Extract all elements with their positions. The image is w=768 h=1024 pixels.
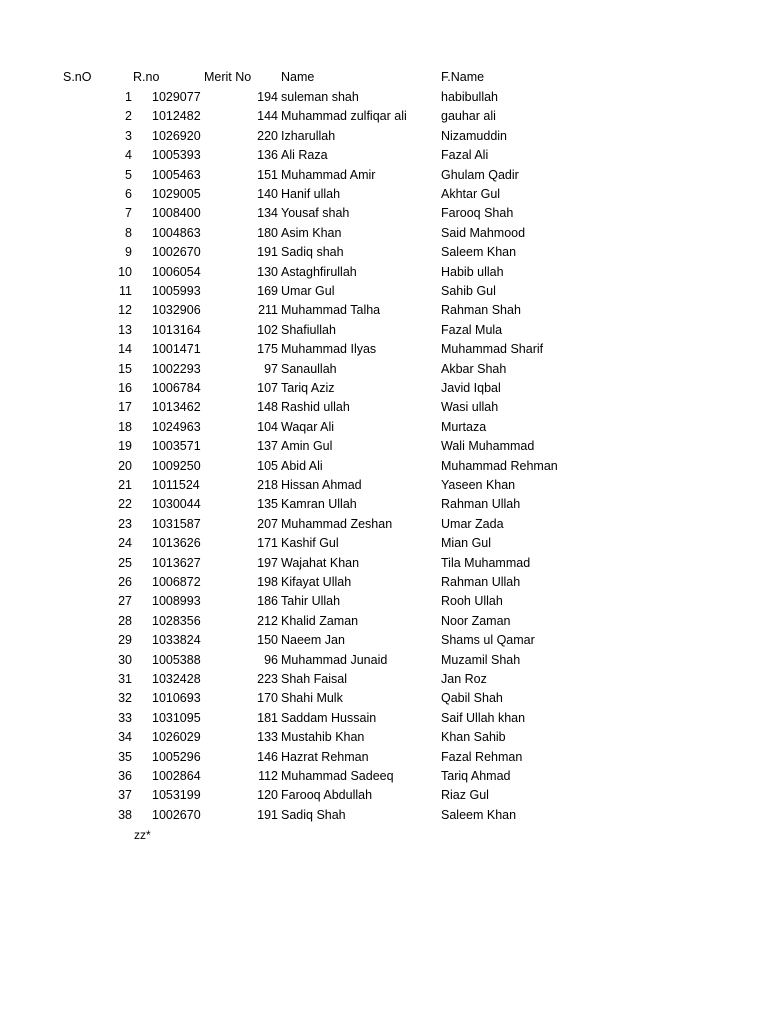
- name-cell: Muhammad Junaid: [281, 652, 388, 667]
- merit-number-cell: 186: [257, 594, 278, 609]
- serial-number-cell: 37: [118, 788, 132, 803]
- merit-number-cell: 175: [257, 342, 278, 357]
- serial-number-cell: 2: [125, 109, 132, 124]
- footer-note: zz*: [134, 828, 151, 842]
- table-row: [0, 670, 768, 689]
- merit-number-cell: 107: [257, 381, 278, 395]
- father-name-cell: Saif Ullah khan: [441, 710, 526, 725]
- roll-number-cell: 1024963: [152, 419, 201, 434]
- merit-number-cell: 220: [257, 128, 278, 143]
- header-row: [0, 68, 768, 87]
- father-name-cell: Fazal Mula: [441, 322, 503, 337]
- table-row: [0, 204, 768, 223]
- roll-number-cell: 1002864: [152, 769, 201, 783]
- name-cell: Izharullah: [281, 128, 336, 143]
- roll-number-cell: 1011524: [152, 478, 200, 492]
- roll-number-cell: 1005463: [152, 167, 201, 182]
- merit-number-cell: 96: [264, 652, 278, 667]
- roll-number-cell: 1006054: [152, 264, 201, 279]
- name-cell: Umar Gul: [281, 284, 335, 298]
- roll-number-cell: 1001471: [152, 342, 201, 357]
- table-row: [0, 437, 768, 456]
- merit-number-cell: 198: [257, 575, 278, 589]
- table-row: [0, 612, 768, 631]
- merit-number-cell: 181: [257, 710, 278, 725]
- father-name-cell: Rahman Ullah: [441, 575, 521, 589]
- table-row: [0, 573, 768, 592]
- merit-number-cell: 150: [257, 633, 278, 648]
- table-row: [0, 728, 768, 747]
- merit-number-cell: 218: [257, 478, 278, 492]
- father-name-cell: Akhtar Gul: [441, 187, 501, 201]
- father-name-cell: Saleem Khan: [441, 245, 517, 260]
- name-cell: suleman shah: [281, 90, 359, 104]
- table-row: [0, 495, 768, 514]
- merit-number-cell: 104: [257, 419, 278, 434]
- name-cell: Saddam Hussain: [281, 710, 377, 725]
- roll-number-cell: 1032428: [152, 672, 201, 686]
- name-cell: Tahir Ullah: [281, 594, 341, 609]
- roll-number-cell: 1009250: [152, 458, 201, 473]
- table-row: [0, 185, 768, 204]
- father-name-cell: Ghulam Qadir: [441, 167, 519, 182]
- serial-number-cell: 20: [118, 458, 132, 473]
- serial-number-cell: 30: [118, 652, 132, 667]
- serial-number-cell: 33: [118, 710, 132, 725]
- father-name-cell: Muhammad Rehman: [441, 458, 558, 473]
- serial-number-cell: 29: [118, 633, 132, 648]
- table-row: [0, 301, 768, 320]
- father-name-cell: Farooq Shah: [441, 206, 514, 221]
- name-cell: Kifayat Ullah: [281, 575, 352, 589]
- table-row: [0, 166, 768, 185]
- name-cell: Rashid ullah: [281, 400, 350, 415]
- table-row: [0, 88, 768, 107]
- table-row: [0, 282, 768, 301]
- name-cell: Wajahat Khan: [281, 555, 360, 570]
- roll-number-cell: 1032906: [152, 303, 201, 318]
- header-roll-number: R.no: [133, 70, 160, 84]
- serial-number-cell: 31: [118, 672, 132, 686]
- serial-number-cell: 24: [118, 536, 132, 551]
- roll-number-cell: 1005296: [152, 749, 201, 764]
- father-name-cell: Mian Gul: [441, 536, 492, 551]
- roll-number-cell: 1005388: [152, 652, 201, 667]
- serial-number-cell: 21: [118, 478, 132, 492]
- name-cell: Muhammad Sadeeq: [281, 769, 394, 783]
- merit-number-cell: 207: [257, 516, 278, 531]
- serial-number-cell: 17: [118, 400, 132, 415]
- father-name-cell: Noor Zaman: [441, 613, 511, 628]
- roll-number-cell: 1004863: [152, 225, 201, 240]
- merit-number-cell: 170: [257, 691, 278, 706]
- table-row: [0, 107, 768, 126]
- table-row: [0, 127, 768, 146]
- name-cell: Shahi Mulk: [281, 691, 343, 706]
- name-cell: Hazrat Rehman: [281, 749, 369, 764]
- father-name-cell: Rooh Ullah: [441, 594, 503, 609]
- father-name-cell: Umar Zada: [441, 516, 504, 531]
- serial-number-cell: 3: [125, 128, 132, 143]
- father-name-cell: Akbar Shah: [441, 361, 507, 376]
- name-cell: Naeem Jan: [281, 633, 345, 648]
- name-cell: Ali Raza: [281, 148, 328, 163]
- serial-number-cell: 1: [125, 90, 132, 104]
- roll-number-cell: 1013462: [152, 400, 201, 415]
- table-row: [0, 457, 768, 476]
- father-name-cell: Jan Roz: [441, 672, 487, 686]
- father-name-cell: Wali Muhammad: [441, 439, 535, 454]
- merit-number-cell: 144: [257, 109, 278, 124]
- father-name-cell: habibullah: [441, 90, 498, 104]
- name-cell: Farooq Abdullah: [281, 788, 373, 803]
- roll-number-cell: 1006784: [152, 381, 201, 395]
- name-cell: Hissan Ahmad: [281, 478, 362, 492]
- header-merit-number: Merit No: [204, 70, 252, 84]
- table-row: [0, 748, 768, 767]
- name-cell: Amin Gul: [281, 439, 333, 454]
- roll-number-cell: 1029077: [152, 90, 201, 104]
- father-name-cell: Murtaza: [441, 419, 487, 434]
- serial-number-cell: 38: [118, 807, 132, 822]
- father-name-cell: Khan Sahib: [441, 730, 506, 745]
- merit-number-cell: 134: [257, 206, 278, 221]
- table-row: [0, 515, 768, 534]
- serial-number-cell: 34: [118, 730, 132, 745]
- table-row: [0, 418, 768, 437]
- roll-number-cell: 1012482: [152, 109, 201, 124]
- serial-number-cell: 26: [118, 575, 132, 589]
- serial-number-cell: 10: [118, 264, 132, 279]
- serial-number-cell: 25: [118, 555, 132, 570]
- merit-number-cell: 112: [258, 769, 278, 783]
- serial-number-cell: 36: [118, 769, 132, 783]
- merit-number-cell: 97: [264, 361, 278, 376]
- roll-number-cell: 1008993: [152, 594, 201, 609]
- serial-number-cell: 19: [118, 439, 132, 454]
- table-row: [0, 786, 768, 805]
- merit-number-cell: 148: [257, 400, 278, 415]
- serial-number-cell: 12: [118, 303, 132, 318]
- serial-number-cell: 28: [118, 613, 132, 628]
- roll-number-cell: 1029005: [152, 187, 201, 201]
- serial-number-cell: 13: [118, 322, 132, 337]
- name-cell: Muhammad Talha: [281, 303, 381, 318]
- name-cell: Tariq Aziz: [281, 381, 335, 395]
- table-row: [0, 263, 768, 282]
- merit-number-cell: 105: [257, 458, 278, 473]
- merit-number-cell: 120: [257, 788, 278, 803]
- table-row: [0, 709, 768, 728]
- merit-number-cell: 137: [257, 439, 278, 454]
- father-name-cell: Tariq Ahmad: [441, 769, 511, 783]
- roll-number-cell: 1030044: [152, 497, 201, 512]
- roll-number-cell: 1003571: [152, 439, 201, 454]
- father-name-cell: Riaz Gul: [441, 788, 489, 803]
- father-name-cell: Habib ullah: [441, 264, 504, 279]
- table-row: [0, 631, 768, 650]
- merit-number-cell: 133: [257, 730, 278, 745]
- roll-number-cell: 1013164: [152, 322, 201, 337]
- name-cell: Yousaf shah: [281, 206, 350, 221]
- name-cell: Asim Khan: [281, 225, 342, 240]
- name-cell: Sadiq shah: [281, 245, 344, 260]
- merit-number-cell: 130: [257, 264, 278, 279]
- father-name-cell: Muzamil Shah: [441, 652, 521, 667]
- table-row: [0, 321, 768, 340]
- father-name-cell: Fazal Rehman: [441, 749, 523, 764]
- roll-number-cell: 1010693: [152, 691, 201, 706]
- merit-number-cell: 102: [257, 322, 278, 337]
- merit-number-cell: 136: [257, 148, 278, 163]
- table-row: [0, 243, 768, 262]
- father-name-cell: Rahman Shah: [441, 303, 521, 318]
- roll-number-cell: 1026029: [152, 730, 201, 745]
- merit-number-cell: 171: [257, 536, 278, 551]
- name-cell: Sanaullah: [281, 361, 337, 376]
- roll-number-cell: 1026920: [152, 128, 201, 143]
- father-name-cell: Said Mahmood: [441, 225, 526, 240]
- name-cell: Kashif Gul: [281, 536, 339, 551]
- roll-number-cell: 1053199: [152, 788, 201, 803]
- name-cell: Khalid Zaman: [281, 613, 359, 628]
- father-name-cell: Fazal Ali: [441, 148, 489, 163]
- table-row: [0, 592, 768, 611]
- table-row: [0, 689, 768, 708]
- father-name-cell: Tila Muhammad: [441, 555, 531, 570]
- merit-number-cell: 191: [257, 807, 278, 822]
- serial-number-cell: 15: [118, 361, 132, 376]
- roll-number-cell: 1033824: [152, 633, 201, 648]
- table-row: [0, 651, 768, 670]
- name-cell: Waqar Ali: [281, 419, 335, 434]
- name-cell: Mustahib Khan: [281, 730, 365, 745]
- table-row: [0, 398, 768, 417]
- serial-number-cell: 5: [125, 167, 132, 182]
- father-name-cell: Javid Iqbal: [441, 381, 501, 395]
- name-cell: Abid Ali: [281, 458, 323, 473]
- name-cell: Hanif ullah: [281, 187, 341, 201]
- father-name-cell: Nizamuddin: [441, 128, 508, 143]
- father-name-cell: Saleem Khan: [441, 807, 517, 822]
- merit-number-cell: 223: [257, 672, 278, 686]
- roll-number-cell: 1028356: [152, 613, 201, 628]
- table-row: [0, 767, 768, 786]
- serial-number-cell: 4: [125, 148, 132, 163]
- serial-number-cell: 23: [118, 516, 132, 531]
- father-name-cell: Wasi ullah: [441, 400, 499, 415]
- merit-number-cell: 169: [257, 284, 278, 298]
- merit-number-cell: 135: [257, 497, 278, 512]
- roll-number-cell: 1013627: [152, 555, 201, 570]
- roll-number-cell: 1008400: [152, 206, 201, 221]
- merit-number-cell: 191: [257, 245, 278, 260]
- name-cell: Muhammad Ilyas: [281, 342, 377, 357]
- roll-number-cell: 1031587: [152, 516, 201, 531]
- roll-number-cell: 1002670: [152, 245, 201, 260]
- merit-number-cell: 197: [257, 555, 278, 570]
- roll-number-cell: 1013626: [152, 536, 201, 551]
- father-name-cell: Shams ul Qamar: [441, 633, 535, 648]
- table-row: [0, 476, 768, 495]
- serial-number-cell: 11: [119, 284, 132, 298]
- name-cell: Muhammad zulfiqar ali: [281, 109, 407, 124]
- merit-number-cell: 194: [257, 90, 278, 104]
- serial-number-cell: 22: [118, 497, 132, 512]
- name-cell: Shafiullah: [281, 322, 336, 337]
- father-name-cell: Yaseen Khan: [441, 478, 516, 492]
- father-name-cell: Muhammad Sharif: [441, 342, 544, 357]
- merit-number-cell: 151: [257, 167, 278, 182]
- serial-number-cell: 14: [118, 342, 132, 357]
- serial-number-cell: 35: [118, 749, 132, 764]
- table-row: [0, 379, 768, 398]
- header-name: Name: [281, 70, 315, 84]
- table-row: [0, 554, 768, 573]
- roll-number-cell: 1006872: [152, 575, 201, 589]
- serial-number-cell: 27: [118, 594, 132, 609]
- serial-number-cell: 9: [125, 245, 132, 260]
- table-row: [0, 146, 768, 165]
- merit-number-cell: 212: [257, 613, 278, 628]
- table-row: [0, 224, 768, 243]
- father-name-cell: Sahib Gul: [441, 284, 496, 298]
- serial-number-cell: 7: [125, 206, 132, 221]
- header-serial-number: S.nO: [63, 70, 92, 84]
- header-father-name: F.Name: [441, 70, 485, 84]
- name-cell: Shah Faisal: [281, 672, 348, 686]
- merit-number-cell: 211: [258, 303, 278, 318]
- serial-number-cell: 16: [118, 381, 132, 395]
- name-cell: Sadiq Shah: [281, 807, 346, 822]
- merit-number-cell: 140: [257, 187, 278, 201]
- father-name-cell: Rahman Ullah: [441, 497, 521, 512]
- roll-number-cell: 1031095: [152, 710, 201, 725]
- serial-number-cell: 6: [125, 187, 132, 201]
- merit-number-cell: 146: [257, 749, 278, 764]
- roll-number-cell: 1005393: [152, 148, 201, 163]
- roll-number-cell: 1005993: [152, 284, 201, 298]
- merit-number-cell: 180: [257, 225, 278, 240]
- name-cell: Kamran Ullah: [281, 497, 357, 512]
- name-cell: Muhammad Zeshan: [281, 516, 393, 531]
- roll-number-cell: 1002293: [152, 361, 201, 376]
- name-cell: Astaghfirullah: [281, 264, 357, 279]
- serial-number-cell: 18: [118, 419, 132, 434]
- father-name-cell: Qabil Shah: [441, 691, 503, 706]
- table-row: [0, 340, 768, 359]
- father-name-cell: gauhar ali: [441, 109, 496, 124]
- table-row: [0, 360, 768, 379]
- roll-number-cell: 1002670: [152, 807, 201, 822]
- serial-number-cell: 8: [125, 225, 132, 240]
- serial-number-cell: 32: [118, 691, 132, 706]
- name-cell: Muhammad Amir: [281, 167, 376, 182]
- table-row: [0, 806, 768, 825]
- table-row: [0, 534, 768, 553]
